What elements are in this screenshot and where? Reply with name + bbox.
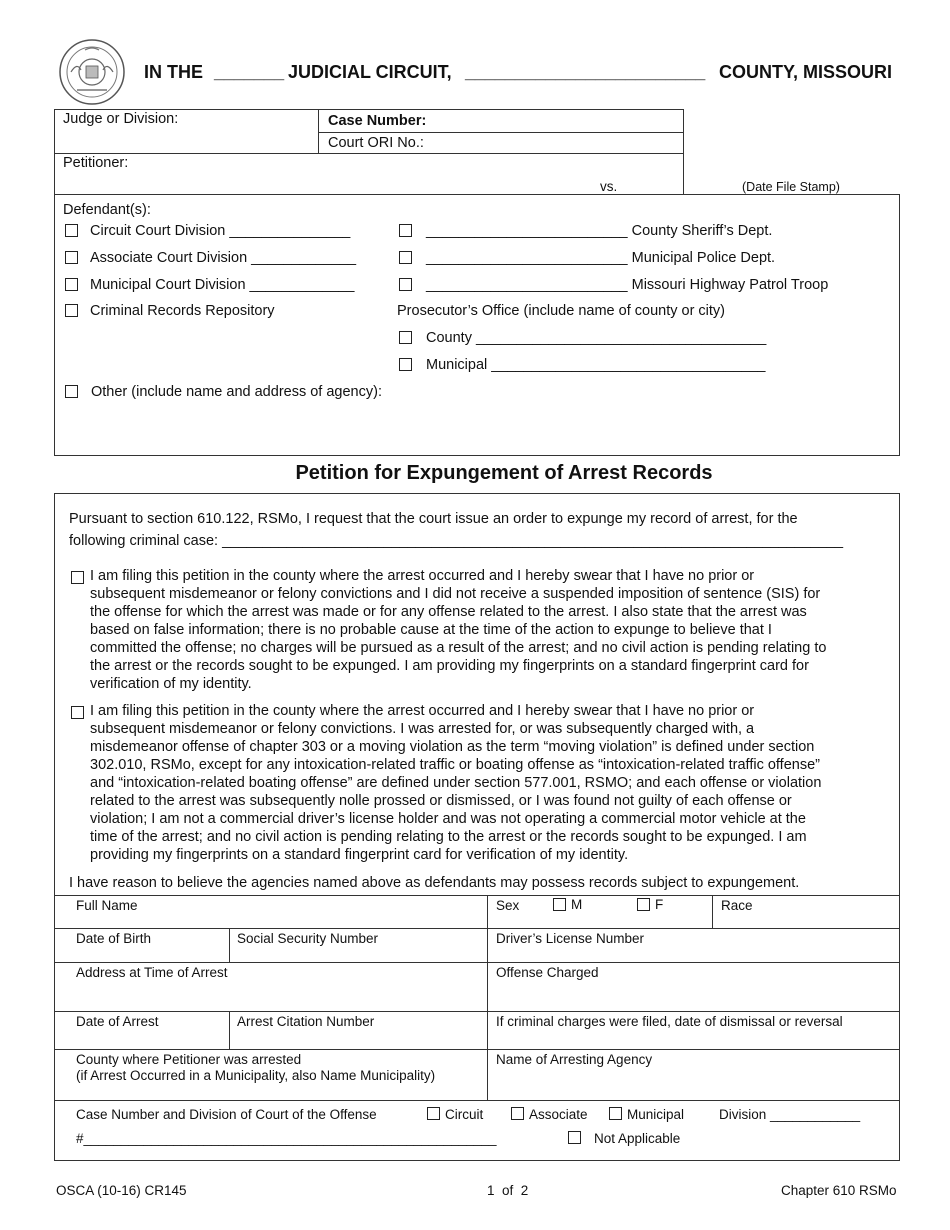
drivers-license-label: Driver’s License Number [496, 931, 645, 946]
county-prosecutor-checkbox[interactable] [399, 331, 412, 344]
other-agency-checkbox[interactable] [65, 385, 78, 398]
municipal-label: Municipal [627, 1107, 685, 1122]
case-division-label: Case Number and Division of Court of the Offense [76, 1107, 377, 1122]
records-repository-option: Criminal Records Repository [90, 303, 275, 319]
intro-line-1: Pursuant to section 610.122, RSMo, I request that the court issue an order to expunge my record of arrest, for the [69, 511, 798, 527]
citation-number-label: Arrest Citation Number [237, 1014, 375, 1029]
header-county-blank[interactable]: ________________________ [465, 62, 706, 82]
state-seal [57, 38, 127, 106]
petitioner-label: Petitioner: [63, 155, 129, 171]
municipal-prosecutor-checkbox[interactable] [399, 358, 412, 371]
intro-line-2: following criminal case: _____________________________________________________________________________ [69, 533, 844, 549]
case-number-label: Case Number: [328, 113, 427, 129]
county-arrested-note: (if Arrest Occurred in a Municipality, also Name Municipality) [76, 1068, 436, 1083]
date-of-arrest-label: Date of Arrest [76, 1014, 159, 1029]
sheriff-checkbox[interactable] [399, 224, 412, 237]
associate-court-checkbox[interactable] [65, 251, 78, 264]
circuit-checkbox[interactable] [427, 1107, 440, 1120]
page-number: 1 of 2 [487, 1183, 529, 1198]
sex-female-label: F [655, 897, 664, 912]
option-1-checkbox[interactable] [71, 571, 84, 584]
vs-label: vs. [600, 179, 618, 194]
agencies-statement: I have reason to believe the agencies named above as defendants may possess records subject to expungement. [69, 875, 800, 891]
race-label: Race [721, 898, 753, 913]
case-number-field[interactable]: #_______________________________________________________ [76, 1131, 497, 1146]
not-applicable-checkbox[interactable] [568, 1131, 581, 1144]
prosecutor-label: Prosecutor’s Office (include name of county or city) [397, 303, 726, 319]
sheriff-option: _________________________ County Sheriff’s Dept. [426, 223, 773, 239]
highway-patrol-checkbox[interactable] [399, 278, 412, 291]
sex-male-label: M [571, 897, 583, 912]
chapter-reference: Chapter 610 RSMo [781, 1183, 897, 1198]
header-circuit-blank[interactable]: _______ [214, 62, 285, 82]
option-2-checkbox[interactable] [71, 706, 84, 719]
associate-checkbox[interactable] [511, 1107, 524, 1120]
sex-female-checkbox[interactable] [637, 898, 650, 911]
header-county-missouri: COUNTY, MISSOURI [719, 62, 893, 82]
county-prosecutor-option: County ____________________________________ [426, 330, 767, 346]
judge-division-label: Judge or Division: [63, 111, 179, 127]
offense-charged-label: Offense Charged [496, 965, 599, 980]
header-judicial-circuit: JUDICIAL CIRCUIT, [288, 62, 452, 82]
defendants-label: Defendant(s): [63, 202, 151, 218]
other-agency-option: Other (include name and address of agency): [91, 384, 382, 400]
division-field[interactable]: Division ____________ [719, 1107, 861, 1122]
police-checkbox[interactable] [399, 251, 412, 264]
circuit-label: Circuit [445, 1107, 484, 1122]
sex-label: Sex [496, 898, 520, 913]
police-option: _________________________ Municipal Police Dept. [426, 250, 776, 266]
circuit-court-checkbox[interactable] [65, 224, 78, 237]
municipal-court-checkbox[interactable] [65, 278, 78, 291]
full-name-label: Full Name [76, 898, 138, 913]
page-title: Petition for Expungement of Arrest Records [295, 462, 713, 484]
records-repository-checkbox[interactable] [65, 304, 78, 317]
highway-patrol-option: _________________________ Missouri Highway Patrol Troop [426, 277, 829, 293]
court-ori-label: Court ORI No.: [328, 135, 424, 151]
municipal-court-option: Municipal Court Division _____________ [90, 277, 355, 293]
county-arrested-label: County where Petitioner was arrested [76, 1052, 302, 1067]
header-in-the: IN THE [144, 62, 204, 82]
ssn-label: Social Security Number [237, 931, 379, 946]
arresting-agency-label: Name of Arresting Agency [496, 1052, 653, 1067]
associate-label: Associate [529, 1107, 588, 1122]
circuit-court-option: Circuit Court Division _______________ [90, 223, 351, 239]
form-id: OSCA (10-16) CR145 [56, 1183, 187, 1198]
dob-label: Date of Birth [76, 931, 152, 946]
date-file-stamp: (Date File Stamp) [742, 180, 840, 194]
municipal-prosecutor-option: Municipal __________________________________ [426, 357, 766, 373]
address-label: Address at Time of Arrest [76, 965, 228, 980]
not-applicable-label: Not Applicable [594, 1131, 681, 1146]
municipal-checkbox[interactable] [609, 1107, 622, 1120]
associate-court-option: Associate Court Division _____________ [90, 250, 357, 266]
sex-male-checkbox[interactable] [553, 898, 566, 911]
dismissal-date-label: If criminal charges were filed, date of dismissal or reversal [496, 1014, 843, 1029]
